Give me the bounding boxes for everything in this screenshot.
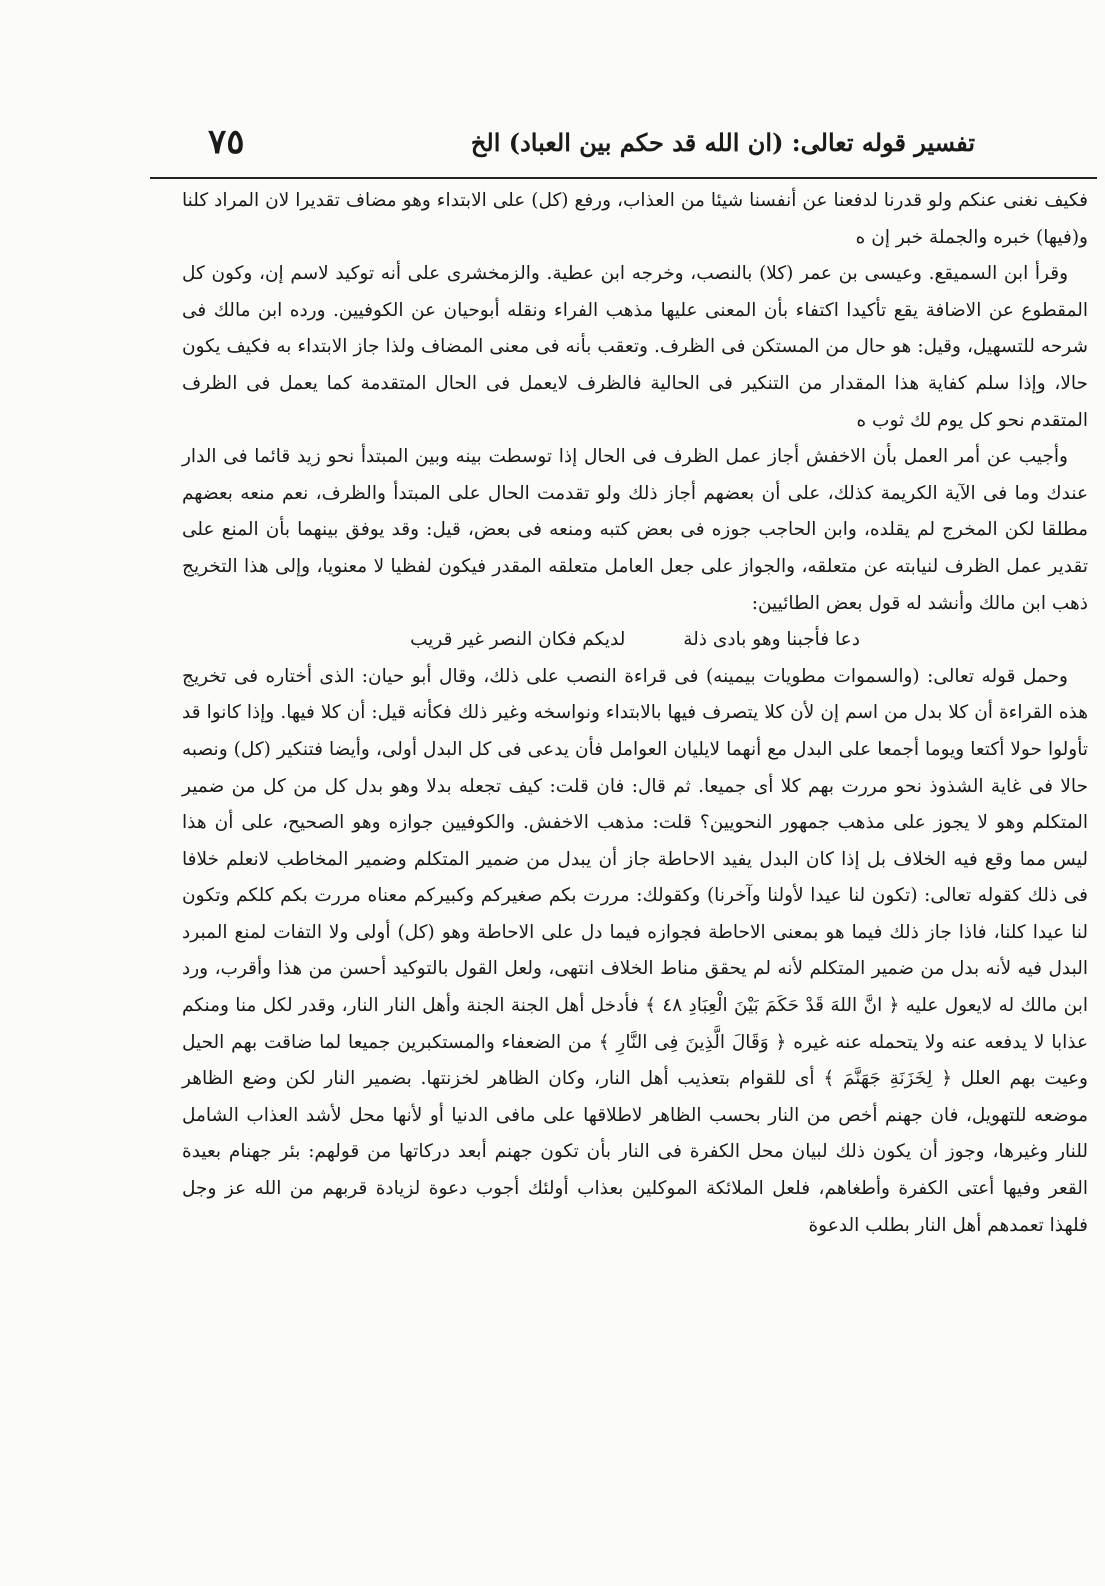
running-title: تفسير قوله تعالى: (ان الله قد حكم بين العباد) الخ [470, 128, 975, 157]
paragraph: وحمل قوله تعالى: (والسموات مطويات بيمينه) فى قراءة النصب على ذلك، وقال أبو حيان: الذى أختاره فى تخريج هذه القراءة أن كلا بدل من اسم إن لأن كلا يتصرف فيها بالابتداء ونواسخه وغير ذلك فكأنه قيل: أن كلا فيها. وإذا كانوا قد تأولوا حولا أكتعا ويوما أجمعا على البدل مع أنهما لايليان العوامل فأن يدعى فى كل البدل أولى، وأيضا فتنكير (كل) ونصبه حالا فى غاية الشذوذ نحو مررت بهم كلا أى جميعا. ثم قال: فان قلت: كيف تجعله بدلا وهو بدل كل من كل من ضمير المتكلم وهو لا يجوز على مذهب جمهور النحويين؟ قلت: مذهب الاخفش. والكوفيين جوازه وهو الصحيح، على أن هذا ليس مما وقع فيه الخلاف بل إذا كان البدل يفيد الاحاطة جاز أن يبدل من ضمير المتكلم وضمير المخاطب لانعلم خلافا فى ذلك كقوله تعالى: (تكون لنا عيدا لأولنا وآخرنا) وكقولك: مررت بكم صغيركم وكبيركم معناه مررت بكم كلكم وتكون لنا عيدا كلنا، فاذا جاز ذلك فيما هو بمعنى الاحاطة فجوازه فيما دل على الاحاطة وهو (كل) أولى ولا التفات لمنع المبرد البدل فيه لأنه بدل من ضمير المتكلم لأنه لم يحقق مناط الخلاف انتهى، ولعل القول بالتوكيد أحسن من هذا وأقرب، ورد ابن مالك له لايعول عليه ﴿ انَّ اللهَ قَدْ حَكَمَ بَيْنَ الْعِبَادِ ٤٨ ﴾ فأدخل أهل الجنة الجنة وأهل النار النار، وقدر لكل منا ومنكم عذابا لا يدفعه عنه ولا يتحمله عنه غيره ﴿ وَقَالَ الَّذِينَ فِى النَّارِ ﴾ من الضعفاء والمستكبرين جميعا لما ضاقت بهم الحيل وعيت بهم العلل ﴿ لِخَزَنَةِ جَهَنَّمَ ﴾ أى للقوام بتعذيب أهل النار، وكان الظاهر لخزنتها. بضمير النار لكن وضع الظاهر موضعه للتهويل، فان جهنم أخص من النار بحسب الظاهر لاطلاقها على مافى الدنيا أو لأنها محل لأشد العذاب الشامل للنار وغيرها، وجوز أن يكون ذلك لبيان محل الكفرة فى النار بأن تكون جهنم أبعد دركاتها من قولهم: بئر جهنام بعيدة القعر وفيها أعتى الكفرة وأطغاهم، فلعل الملائكة الموكلين بعذاب أولئك أجوب دعوة لزيادة قربهم من الله عز وجل فلهذا تعمدهم أهل النار بطلب الدعوة [182, 665, 1088, 1236]
body-text [182, 183, 1088, 1244]
page-number: ٧٥ [208, 122, 245, 162]
verse-first-hemistich: دعا فأجبنا وهو بادى ذلة [683, 629, 860, 651]
paragraph: فكيف نغنى عنكم ولو قدرنا لدفعنا عن أنفسنا شيئا من العذاب، ورفع (كل) على الابتداء وهو مضاف تقديرا لان المراد كلنا و(فيها) خبره والجملة خبر إن ه [182, 190, 1088, 248]
paragraph: وأجيب عن أمر العمل بأن الاخفش أجاز عمل الظرف فى الحال إذا توسطت بينه وبين المبتدأ نحو زيد قائما فى الدار عندك وما فى الآية الكريمة كذلك، على أن بعضهم أجاز ذلك ولو تقدمت الحال على المبتدأ والظرف، نعم منعه بعضهم مطلقا لكن المخرج لم يقلده، وابن الحاجب جوزه فى بعض كتبه ومنعه فى بعض، قيل: وقد يوفق بينهما بأن المنع على تقدير عمل الظرف لنيابته عن متعلقه، والجواز على جعل العامل متعلقه المقدر فيكون لفظيا لا معنويا، وإلى هذا التخريج ذهب ابن مالك وأنشد له قول بعض الطائيين: [182, 446, 1088, 614]
header-rule [150, 177, 1097, 179]
page-header [140, 122, 975, 172]
poetry-verse [182, 622, 1088, 659]
verse-second-hemistich: لديكم فكان النصر غير قريب [410, 629, 626, 651]
paragraph: وقرأ ابن السميقع. وعيسى بن عمر (كلا) بالنصب، وخرجه ابن عطية. والزمخشرى على أنه توكيد لاسم إن، وكون كل المقطوع عن الاضافة يقع تأكيدا اكتفاء بأن المعنى عليها مذهب الفراء ونقله أبوحيان عن الكوفيين. ورده ابن مالك فى شرحه للتسهيل، وقيل: هو حال من المستكن فى الظرف. وتعقب بأنه فى معنى المضاف ولذا جاز الابتداء به فكيف يكون حالا، وإذا سلم كفاية هذا المقدار من التنكير فى الحالية فالظرف لايعمل فى الحال المتقدمة كما يعمل فى الظرف المتقدم نحو كل يوم لك ثوب ه [182, 263, 1088, 431]
